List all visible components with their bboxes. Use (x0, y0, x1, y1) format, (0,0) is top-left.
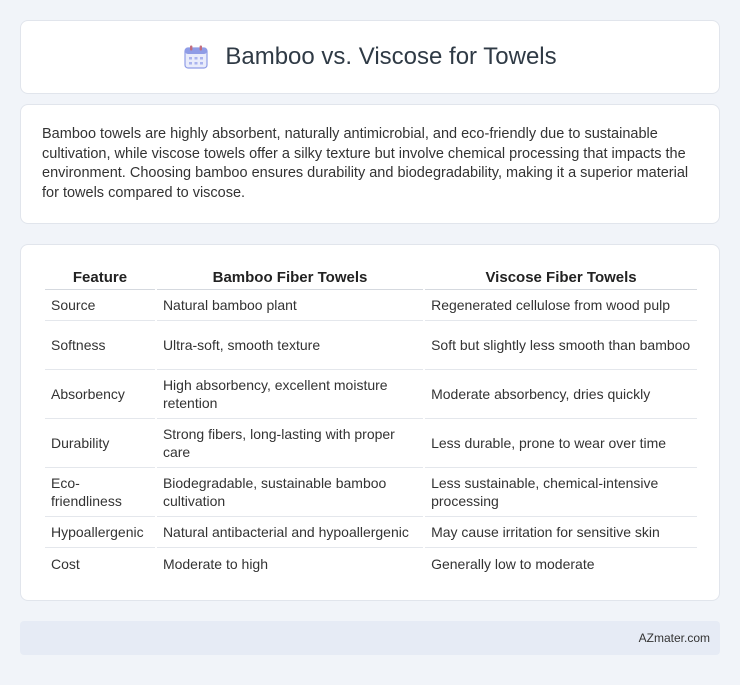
table-row (45, 370, 697, 419)
viscose-cell: Less sustainable, chemical-intensive processing (425, 468, 697, 517)
footer-bar (20, 621, 720, 655)
table-header-row (45, 265, 697, 290)
bamboo-cell: Strong fibers, long-lasting with proper care (157, 419, 423, 468)
bamboo-cell: High absorbency, excellent moisture retention (157, 370, 423, 419)
header-card (20, 20, 720, 94)
column-header-bamboo: Bamboo Fiber Towels (157, 265, 423, 290)
feature-cell: Source (45, 290, 155, 321)
table-row (45, 548, 697, 579)
summary-card (20, 104, 720, 224)
viscose-cell: May cause irritation for sensitive skin (425, 517, 697, 548)
footer-brand[interactable]: AZmater.com (638, 631, 710, 645)
feature-cell: Softness (45, 321, 155, 370)
column-header-feature: Feature (45, 265, 155, 290)
feature-cell: Cost (51, 555, 80, 572)
table-row (45, 419, 697, 468)
viscose-cell: Moderate absorbency, dries quickly (425, 370, 697, 419)
viscose-cell: Less durable, prone to wear over time (425, 419, 697, 468)
bamboo-cell: Natural antibacterial and hypoallergenic (157, 517, 423, 548)
bamboo-cell: Biodegradable, sustainable bamboo cultivation (157, 468, 423, 517)
comparison-table (43, 265, 699, 579)
calendar-icon (183, 44, 209, 70)
table-row (45, 290, 697, 321)
viscose-cell: Regenerated cellulose from wood pulp (425, 290, 697, 321)
bamboo-cell: Moderate to high (162, 555, 269, 572)
table-row (45, 517, 697, 548)
summary-text: Bamboo towels are highly absorbent, naturally antimicrobial, and eco-friendly due to sustainable cultivation, while viscose towels offer a silky texture but involve chemical processing that impacts the environment. Choosing bamboo ensures durability and biodegradability, making it a superior material for towels compared to viscose. (42, 126, 689, 201)
table-row (45, 468, 697, 517)
viscose-cell: Soft but slightly less smooth than bamboo (425, 321, 697, 370)
page-title: Bamboo vs. Viscose for Towels (225, 43, 557, 70)
comparison-card (20, 244, 720, 601)
bamboo-cell: Ultra-soft, smooth texture (157, 321, 423, 370)
feature-cell: Eco-friendliness (45, 468, 155, 517)
bamboo-cell: Natural bamboo plant (157, 290, 423, 321)
feature-cell: Durability (45, 419, 155, 468)
feature-cell: Hypoallergenic (45, 517, 155, 548)
viscose-cell: Generally low to moderate (431, 555, 595, 572)
table-row (45, 321, 697, 370)
column-header-viscose: Viscose Fiber Towels (425, 265, 697, 290)
feature-cell: Absorbency (45, 370, 155, 419)
